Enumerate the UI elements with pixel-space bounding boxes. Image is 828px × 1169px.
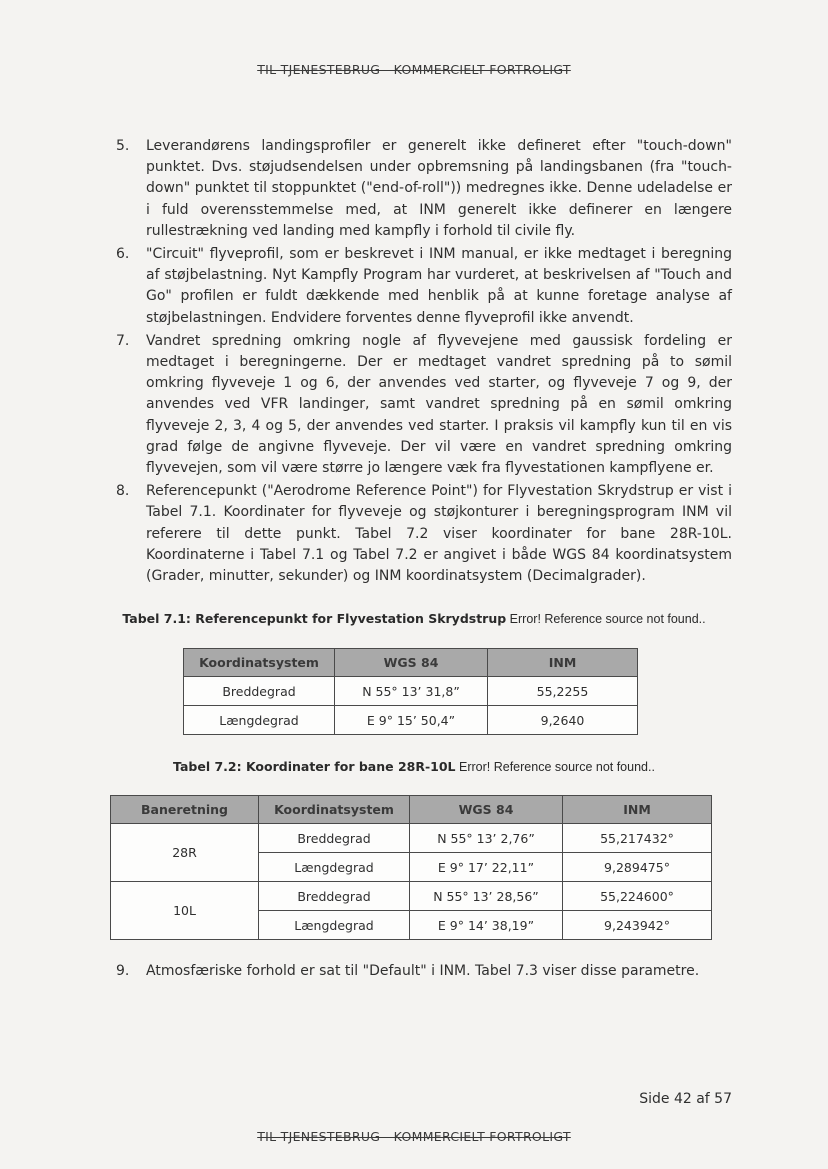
table-row: [184, 706, 638, 735]
list-item-text: Atmosfæriske forhold er sat til "Default" i INM. Tabel 7.3 viser disse parametre.: [146, 963, 700, 979]
table-cell: N 55° 13’ 2,76”: [410, 824, 563, 853]
footer-classification: TIL TJENESTEBRUG - KOMMERCIELT FORTROLIGT: [257, 1129, 571, 1144]
list-item-number: 9.: [116, 963, 130, 979]
list-item-text: Leverandørens landingsprofiler er generelt ikke defineret efter "touch-down" punktet. Dvs. støjudsendelsen under opbremsning på landingsbanen (fra "touch-down" punktet til stoppunktet ("end-of-roll")) medregnes ikke. Denne udeladelse er i fuld overensstemmelse med, at INM generelt ikke definerer en længere rullestrækning ved landing med kampfly i forhold til civile fly.: [146, 138, 732, 239]
table-cell: N 55° 13’ 31,8”: [335, 677, 488, 706]
list-item-text: Referencepunkt ("Aerodrome Reference Point") for Flyvestation Skrydstrup er vist i Tabel 7.1. Koordinater for flyveveje og støjkonturer i beregningsprogram INM vil referere til dette punkt. Tabel 7.2 viser koordinater for bane 28R-10L. Koordinaterne i Tabel 7.1 og Tabel 7.2 er angivet i både WGS 84 koordinatsystem (Grader, minutter, sekunder) og INM koordinatsystem (Decimalgrader).: [146, 483, 732, 585]
table-cell: Længdegrad: [184, 706, 335, 735]
column-header: WGS 84: [335, 649, 488, 677]
table-cell: Breddegrad: [259, 882, 410, 911]
list-item-number: 6.: [116, 246, 130, 263]
table2-caption: [0, 759, 828, 774]
list-item-text: "Circuit" flyveprofil, som er beskrevet i INM manual, er ikke medtaget i beregning af støjbelastning. Nyt Kampfly Program har vurderet, at beskrivelsen af "Touch and Go" profilen er fuldt dækkende med henblik på at kunne foretage analyse af støjbelastningen. Endvidere forventes denne flyveprofil ikke anvendt.: [146, 246, 732, 326]
table-cell: 9,243942°: [563, 911, 712, 940]
table-cell: E 9° 14’ 38,19”: [410, 911, 563, 940]
table-cell: Længdegrad: [259, 853, 410, 882]
list-item: [116, 481, 732, 587]
table-cell: 9,289475°: [563, 853, 712, 882]
table-cell: N 55° 13’ 28,56”: [410, 882, 563, 911]
list-item-number: 5.: [116, 138, 130, 154]
table2-caption-title: Tabel 7.2: Koordinater for bane 28R-10L: [173, 759, 456, 774]
table-cell: 9,2640: [488, 706, 638, 735]
numbered-list: [116, 136, 732, 589]
list-item-text: Vandret spredning omkring nogle af flyvevejene med gaussisk fordeling er medtaget i beregningerne. Der er medtaget vandret spredning på to sømil omkring flyveveje 1 og 6, der anvendes ved starter, og flyveveje 7 og 9, der anvendes ved VFR landinger, samt vandret spredning på en sømil omkring flyveveje 2, 3, 4 og 5, der anvendes ved starter. I praksis vil kampfly kun til en vis grad følge de angivne flyveveje. Der vil være en vandret spredning omkring flyvevejen, som vil være større jo længere væk fra flyvestationen kampflyene er.: [146, 332, 732, 477]
header-classification: TIL TJENESTEBRUG - KOMMERCIELT FORTROLIGT: [257, 62, 571, 77]
runway-coordinates-table: [110, 795, 712, 940]
table-header-row: [184, 649, 638, 677]
runway-direction-cell: 28R: [111, 824, 259, 882]
table1-caption: [0, 611, 828, 626]
table-cell: 55,2255: [488, 677, 638, 706]
list-item: [116, 331, 732, 479]
column-header: Koordinatsystem: [259, 796, 410, 824]
table-cell: Breddegrad: [259, 824, 410, 853]
table-cell: 55,224600°: [563, 882, 712, 911]
table1-caption-error: Error! Reference source not found..: [506, 612, 706, 626]
runway-direction-cell: 10L: [111, 882, 259, 940]
table-row: [111, 882, 712, 911]
column-header: Baneretning: [111, 796, 259, 824]
list-item: [116, 244, 732, 329]
reference-point-table: [183, 648, 638, 735]
table-cell: E 9° 17’ 22,11”: [410, 853, 563, 882]
column-header: WGS 84: [410, 796, 563, 824]
table-cell: Længdegrad: [259, 911, 410, 940]
table-cell: Breddegrad: [184, 677, 335, 706]
table-cell: 55,217432°: [563, 824, 712, 853]
table-row: [111, 824, 712, 853]
table1-caption-title: Tabel 7.1: Referencepunkt for Flyvestation Skrydstrup: [122, 611, 507, 626]
table2-caption-error: Error! Reference source not found..: [455, 760, 655, 774]
column-header: Koordinatsystem: [184, 649, 335, 677]
column-header: INM: [563, 796, 712, 824]
column-header: INM: [488, 649, 638, 677]
page-number: Side 42 af 57: [639, 1091, 732, 1107]
table-cell: E 9° 15’ 50,4”: [335, 706, 488, 735]
list-item-number: 7.: [116, 332, 130, 349]
list-item: [116, 961, 732, 982]
table-header-row: [111, 796, 712, 824]
list-item: [116, 136, 732, 242]
list-item-number: 8.: [116, 483, 130, 500]
table-row: [184, 677, 638, 706]
